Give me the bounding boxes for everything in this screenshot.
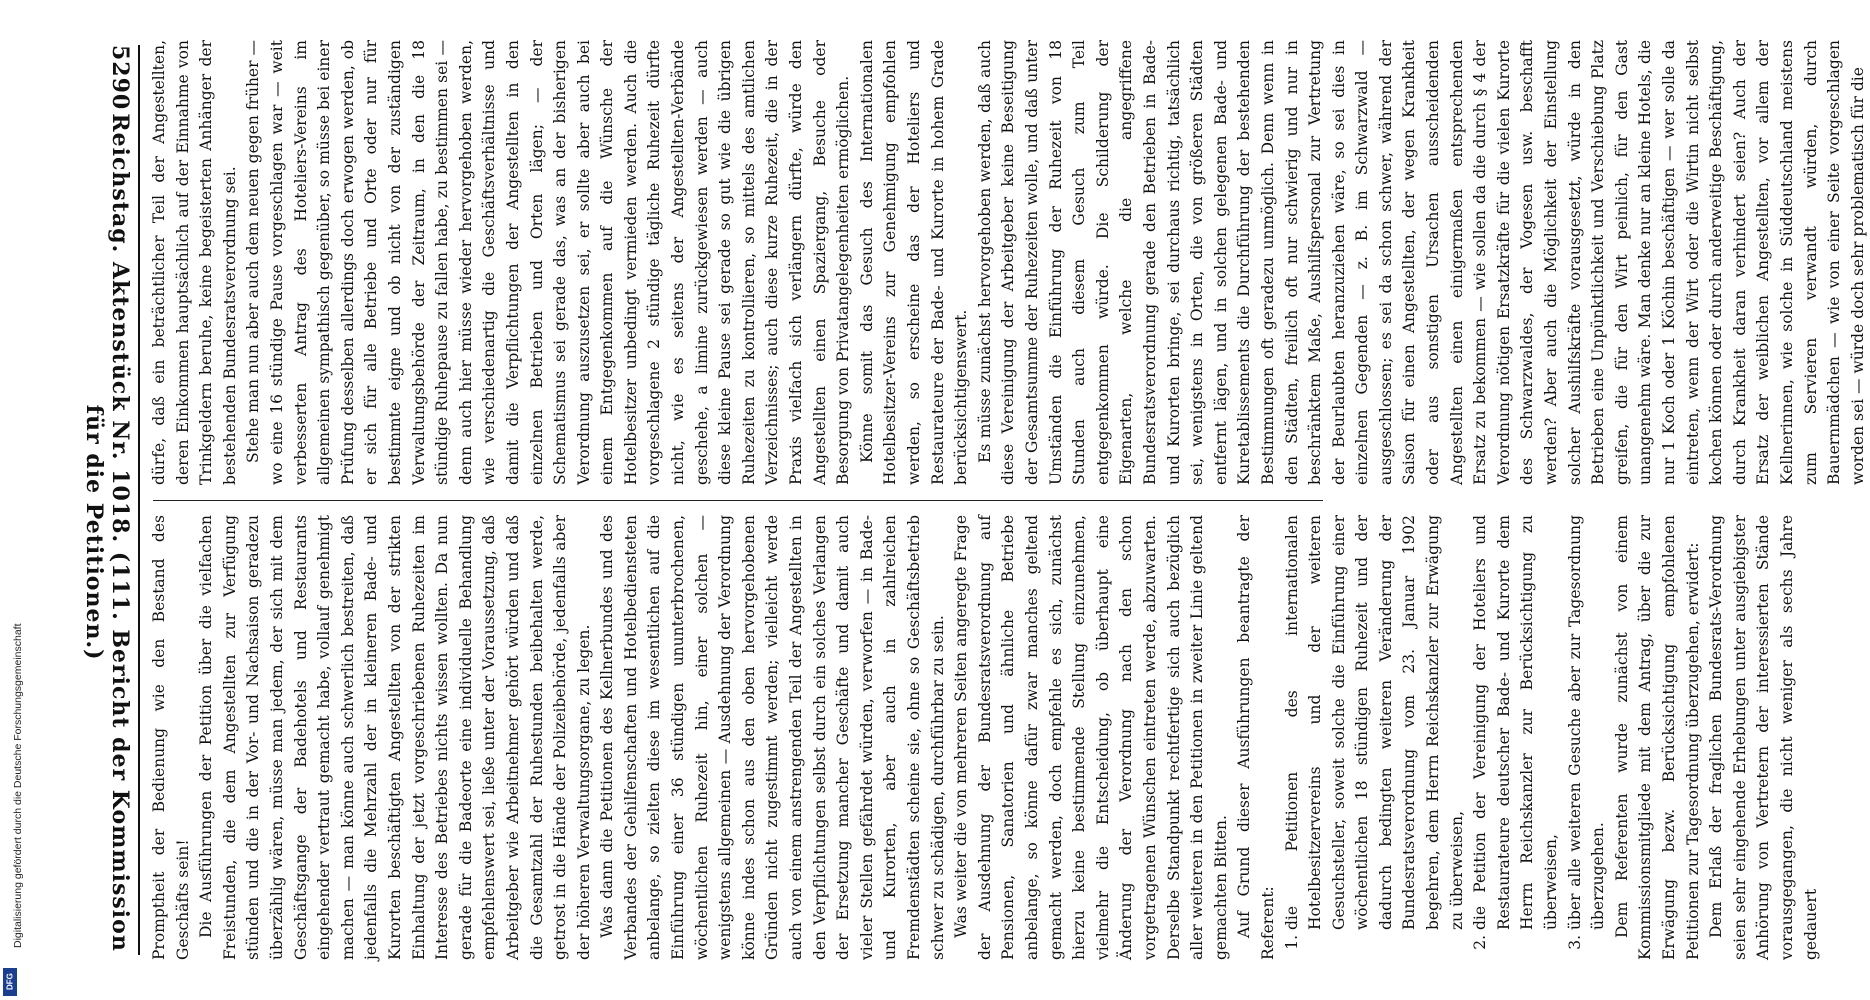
- column-divider: [153, 500, 1323, 501]
- motion-item: 2. die Petition der Vereinigung der Hoteliers und Restaurateure deutscher Bade- und Kurorte dem Herrn Reichskanzler zur Berücksichtigung zu überweisen,: [1469, 515, 1563, 930]
- left-column: [148, 40, 1867, 485]
- paragraph: Auf Grund dieser Ausführungen beantragte der Referent:: [1235, 515, 1277, 960]
- digitization-note: Digitalisierung gefördert durch die Deutsche Forschungsgemeinschaft: [12, 623, 24, 948]
- page-number: 5290: [107, 45, 133, 111]
- motion-item: 3. über alle weiteren Gesuche aber zur Tagesordnung überzugehen.: [1564, 515, 1611, 930]
- paragraph: Was weiter die von mehreren Seiten angeregte Frage der Ausdehnung der Bundesratsverordnung auf Pensionen, Sanatorien und ähnliche Betriebe anbelange, so könne dafür zwar manches geltend gemacht werden, doch empfehle es sich, zunächst hierzu keine bestimmende Stellung einzunehmen, vielmehr die Entscheidung, ob überhaupt eine Änderung der Verordnung nach den schon vorgetragenen Wünschen eintreten werde, abzuwarten. Derselbe Standpunkt rechtfertige sich auch bezüglich aller weiteren in den Petitionen in zweiter Linie geltend gemachten Bitten.: [952, 515, 1230, 960]
- paragraph: Dem Referenten wurde zunächst von einem Kommissionsmitgliede mit dem Antrag, über die zur Erwägung bezw. Berücksichtigung empfohlenen Petitionen zur Tagesordnung überzugehen, erwidert:: [1612, 515, 1702, 960]
- paragraph: Die Ausführungen der Petition über die vielfachen Freistunden, die dem Angestellten zur Verfügung stünden und die in der Vor- und Nachsaison geradezu überzählig wären, müsse man jedem, der sich mit dem Geschäftsgange der Badehotels und Restaurants eingehender vertraut gemacht habe, vollauf genehmigt machen — man könne auch schwerlich bestreiten, daß jedenfalls die Mehrzahl der in kleineren Bade- und Kurorten beschäftigten Angestellten von der strikten Einhaltung der jetzt vorgeschriebenen Ruhezeiten im Interesse des Betriebes nichts wissen wollten. Da nun gerade für die Badeorte eine individuelle Behandlung empfehlenswert sei, ließe unter der Voraussetzung, daß Arbeitgeber wie Arbeitnehmer gehört würden und daß die Gesamtzahl der Ruhestunden beibehalten werde, getrost in die Hände der Polizeibehörde, jedenfalls aber der höheren Verwaltungsorgane, zu legen.: [197, 515, 593, 960]
- running-head: Reichstag. Aktenstück Nr. 1018. (111. Bericht der Kommission für die Petitionen.): [81, 113, 133, 952]
- paragraph: Promptheit der Bedienung wie den Bestand des Geschäfts sein!: [150, 515, 192, 960]
- right-column: [148, 515, 1820, 960]
- dfg-logo: DFG: [3, 968, 17, 996]
- paragraph: Es müsse zunächst hervorgehoben werden, daß auch diese Vereinigung der Arbeitgeber keine Beseitigung der Gesamtsumme der Ruhezeiten wolle, und daß unter Umständen die Einführung der Ruhezeit von 18 Stunden auch diesem Gesuch zum Teil entgegenkommen würde. Die Schilderung der Eigenarten, welche die angegriffene Bundesratsverordnung gerade den Betrieben in Bade- und Kurorten bringe, sei durchaus richtig, tatsächlich sei, wenigstens in Orten, die von größeren Städten entfernt lägen, und in solchen gelegenen Bade- und Kuretablissements die Durchführung der bestehenden Bestimmungen oft geradezu unmöglich. Denn wenn in den Städten, freilich oft nur schwierig und nur in beschränktem Maße, Aushilfspersonal zur Vertretung der Beurlaubten heranzuziehen wäre, so sei dies in einzelnen Gegenden — z. B. im Schwarzwald — ausgeschlossen; es sei da schon schwer, während der Saison für einen Angestellten, der wegen Krankheit oder aus sonstigen Ursachen ausscheidenden Angestellten einen einigermaßen entsprechenden Ersatz zu bekommen — wie sollen da die durch § 4 der Verordnung nötigen Ersatzkräfte für die vielen Kurorte des Schwarzwaldes, der Vogesen usw. beschafft werden? Aber auch die Möglichkeit der Einstellung solcher Aushilfskräfte vorausgesetzt, würde in den Betrieben eine Unpünktlichkeit und Verschiebung Platz greifen, die für den Wirt peinlich, für den Gast unangenehm wäre. Man denke nur an kleine Hotels, die nur 1 Koch oder 1 Köchin beschäftigen — wer solle da eintreten, wenn der Wirt oder die Wirtin nicht selbst kochen können oder durch anderweitige Beschäftigung, durch Krankheit daran verhindert seien? Auch der Ersatz der weiblichen Angestellten, vor allem der Kellnerinnen, wie solche in Süddeutschland meistens zum Servieren verwandt würden, durch Bauernmädchen — wie von einer Seite vorgeschlagen worden sei — würde doch sehr problematisch für die: [975, 40, 1867, 485]
- motion-item: 1. die Petitionen des internationalen Hotelbesitzervereins und der weiteren Gesuchsteller, soweit solche die Einführung einer wöchentlichen 18 stündigen Ruhezeit und der dadurch bedingten weiteren Veränderung der Bundesratsverordnung vom 23. Januar 1902 begehren, dem Herrn Reichskanzler zur Erwägung zu überweisen,: [1281, 515, 1470, 930]
- paragraph: Dem Erlaß der fraglichen Bundesrats-Verordnung seien sehr eingehende Erhebungen unter ausgiebigster Anhörung von Vertretern der interessierten Stände vorausgegangen, die nicht weniger als sechs Jahre gedauert: [1707, 515, 1820, 960]
- paragraph: Was dann die Petitionen des Kellnerbundes und des Verbandes der Gehilfenschaften und Hotelbediensteten anbelange, so zielten diese im wesentlichen auf die Einführung einer 36 stündigen ununterbrochenen, wöchentlichen Ruhezeit hin, einer solchen — wenigstens allgemeinen — Ausdehnung der Verordnung könne indes schon aus den oben hervorgehobenen Gründen nicht zugestimmt werden; vielleicht werde auch von einem anstrengenden Teil der Angestellten in den Verpflichtungen selbst durch ein solches Verlangen der Ersetzung mancher Geschäfte und damit auch vieler Stellen gefährdet würden, verworfen — in Bade- und Kurorten, aber auch in zahlreichen Fremdenstädten scheine sie, ohne so Geschäftsbetrieb schwer zu schädigen, durchführbar zu sein.: [598, 515, 947, 960]
- header-rule: [138, 45, 140, 955]
- paragraph: Könne somit das Gesuch des Internationalen Hotelbesitzer-Vereins zur Genehmigung empfohlen werden, so erscheine das der Hoteliers und Restaurateure der Bade- und Kurorte in hohem Grade berücksichtigenswert.: [857, 40, 971, 485]
- paragraph: Stehe man nun aber auch dem neuen gegen früher — wo eine 16 stündige Pause vorgeschlagen war — weit verbesserten Antrag des Hoteliers-Vereins im allgemeinen sympathisch gegenüber, so müsse bei einer Prüfung desselben allerdings doch erwogen werden, ob er sich für alle Betriebe und Orte oder nur für bestimmte eigne und ob nicht von der zuständigen Verwaltungsbehörde der Zeitraum, in den die 18 stündige Ruhepause zu fallen habe, zu bestimmen sei — denn auch hier müsse wieder hervorgehoben werden, wie verschiedenartig die Geschäftsverhältnisse und damit die Verpflichtungen der Angestellten in den einzelnen Betrieben und Orten lägen; — der Schematismus sei gerade das, was an der bisherigen Verordnung auszusetzen sei, er sollte aber auch bei einem Entgegenkommen auf die Wünsche der Hotelbesitzer unbedingt vermieden werden. Auch die vorgeschlagene 2 stündige tägliche Ruhezeit dürfte nicht, wie es seitens der Angestellten-Verbände geschehe, a limine zurückgewiesen werden — auch diese kleine Pause sei gerade so gut wie die übrigen Ruhezeiten zu kontrollieren, so mittels des amtlichen Verzeichnisses; auch diese kurze Ruhezeit, die in der Praxis vielfach sich verlängern dürfte, würde den Angestellten einen Spaziergang, Besuche oder Besorgung von Privatangelegenheiten ermöglichen.: [244, 40, 853, 485]
- rotated-document: [3, 0, 1867, 990]
- motion-list: [1281, 515, 1611, 960]
- paragraph: dürfe, daß ein beträchtlicher Teil der Angestellten, deren Einkommen hauptsächlich auf der Einnahme von Trinkgeldern beruhe, keine begeisterten Anhänger der bestehenden Bundesratsverordnung sei.: [150, 40, 239, 485]
- page-header: [81, 45, 133, 955]
